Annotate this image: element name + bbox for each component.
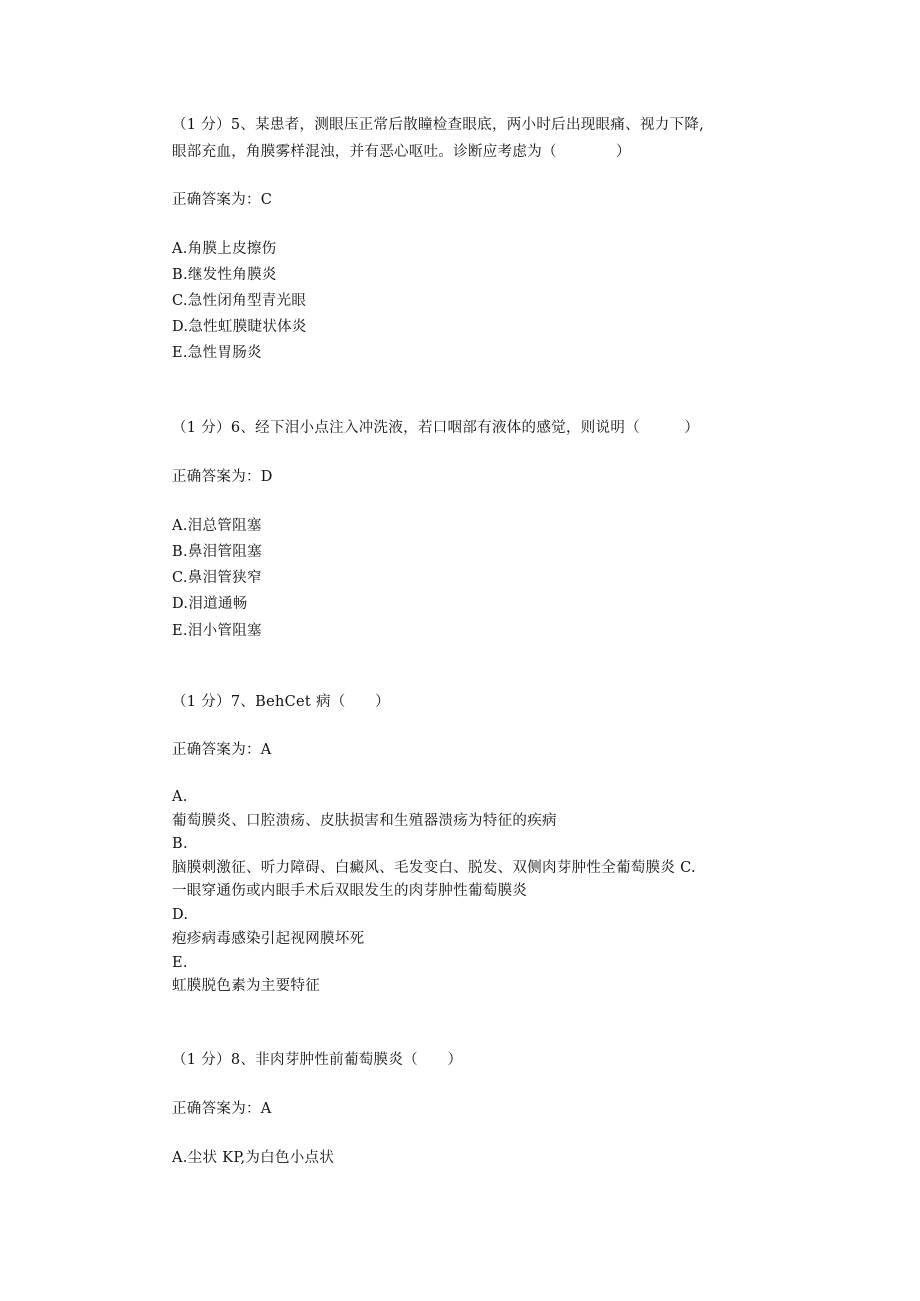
option-item: 一眼穿通伤或内眼手术后双眼发生的肉芽肿性葡萄膜炎	[172, 883, 528, 899]
option-item: E.	[172, 955, 188, 971]
option-item: A.	[172, 789, 188, 805]
option-item: D.泪道通畅	[172, 596, 248, 612]
question-stem-line: （1 分）6、经下泪小点注入冲洗液，若口咽部有液体的感觉，则说明（ ）	[172, 420, 700, 436]
option-item: A.泪总管阻塞	[172, 518, 262, 534]
option-item: C.急性闭角型青光眼	[172, 293, 307, 309]
option-item: A.角膜上皮擦伤	[172, 241, 277, 257]
question-stem-line: 眼部充血，角膜雾样混浊，并有恶心呕吐。诊断应考虑为（ ）	[172, 144, 631, 160]
option-item: 疱疹病毒感染引起视网膜坏死	[172, 931, 365, 947]
question-stem-line: （1 分）5、某患者，测眼压正常后散瞳检查眼底，两小时后出现眼痛、视力下降,	[172, 117, 705, 133]
question-stem-line: （1 分）8、非肉芽肿性前葡萄膜炎（ ）	[172, 1052, 463, 1068]
option-item: B.继发性角膜炎	[172, 267, 277, 283]
option-item: 虹膜脱色素为主要特征	[172, 978, 320, 994]
option-item: 葡萄膜炎、口腔溃疡、皮肤损害和生殖器溃疡为特征的疾病	[172, 813, 557, 829]
correct-answer: 正确答案为：C	[172, 192, 273, 208]
correct-answer: 正确答案为：A	[172, 742, 272, 758]
option-item: D.急性虹膜睫状体炎	[172, 319, 307, 335]
option-item: 脑膜刺激征、听力障碍、白癜风、毛发变白、脱发、双侧肉芽肿性全葡萄膜炎 C.	[172, 860, 696, 876]
question-stem-line: （1 分）7、BehCet 病（ ）	[172, 694, 390, 710]
option-item: C.鼻泪管狭窄	[172, 570, 262, 586]
option-item: A.尘状 KP,为白色小点状	[172, 1150, 335, 1166]
option-item: E.急性胃肠炎	[172, 345, 262, 361]
correct-answer: 正确答案为：A	[172, 1101, 272, 1117]
option-item: D.	[172, 907, 189, 923]
correct-answer: 正确答案为：D	[172, 469, 273, 485]
option-item: B.	[172, 836, 188, 852]
option-item: B.鼻泪管阻塞	[172, 544, 262, 560]
option-item: E.泪小管阻塞	[172, 623, 262, 639]
